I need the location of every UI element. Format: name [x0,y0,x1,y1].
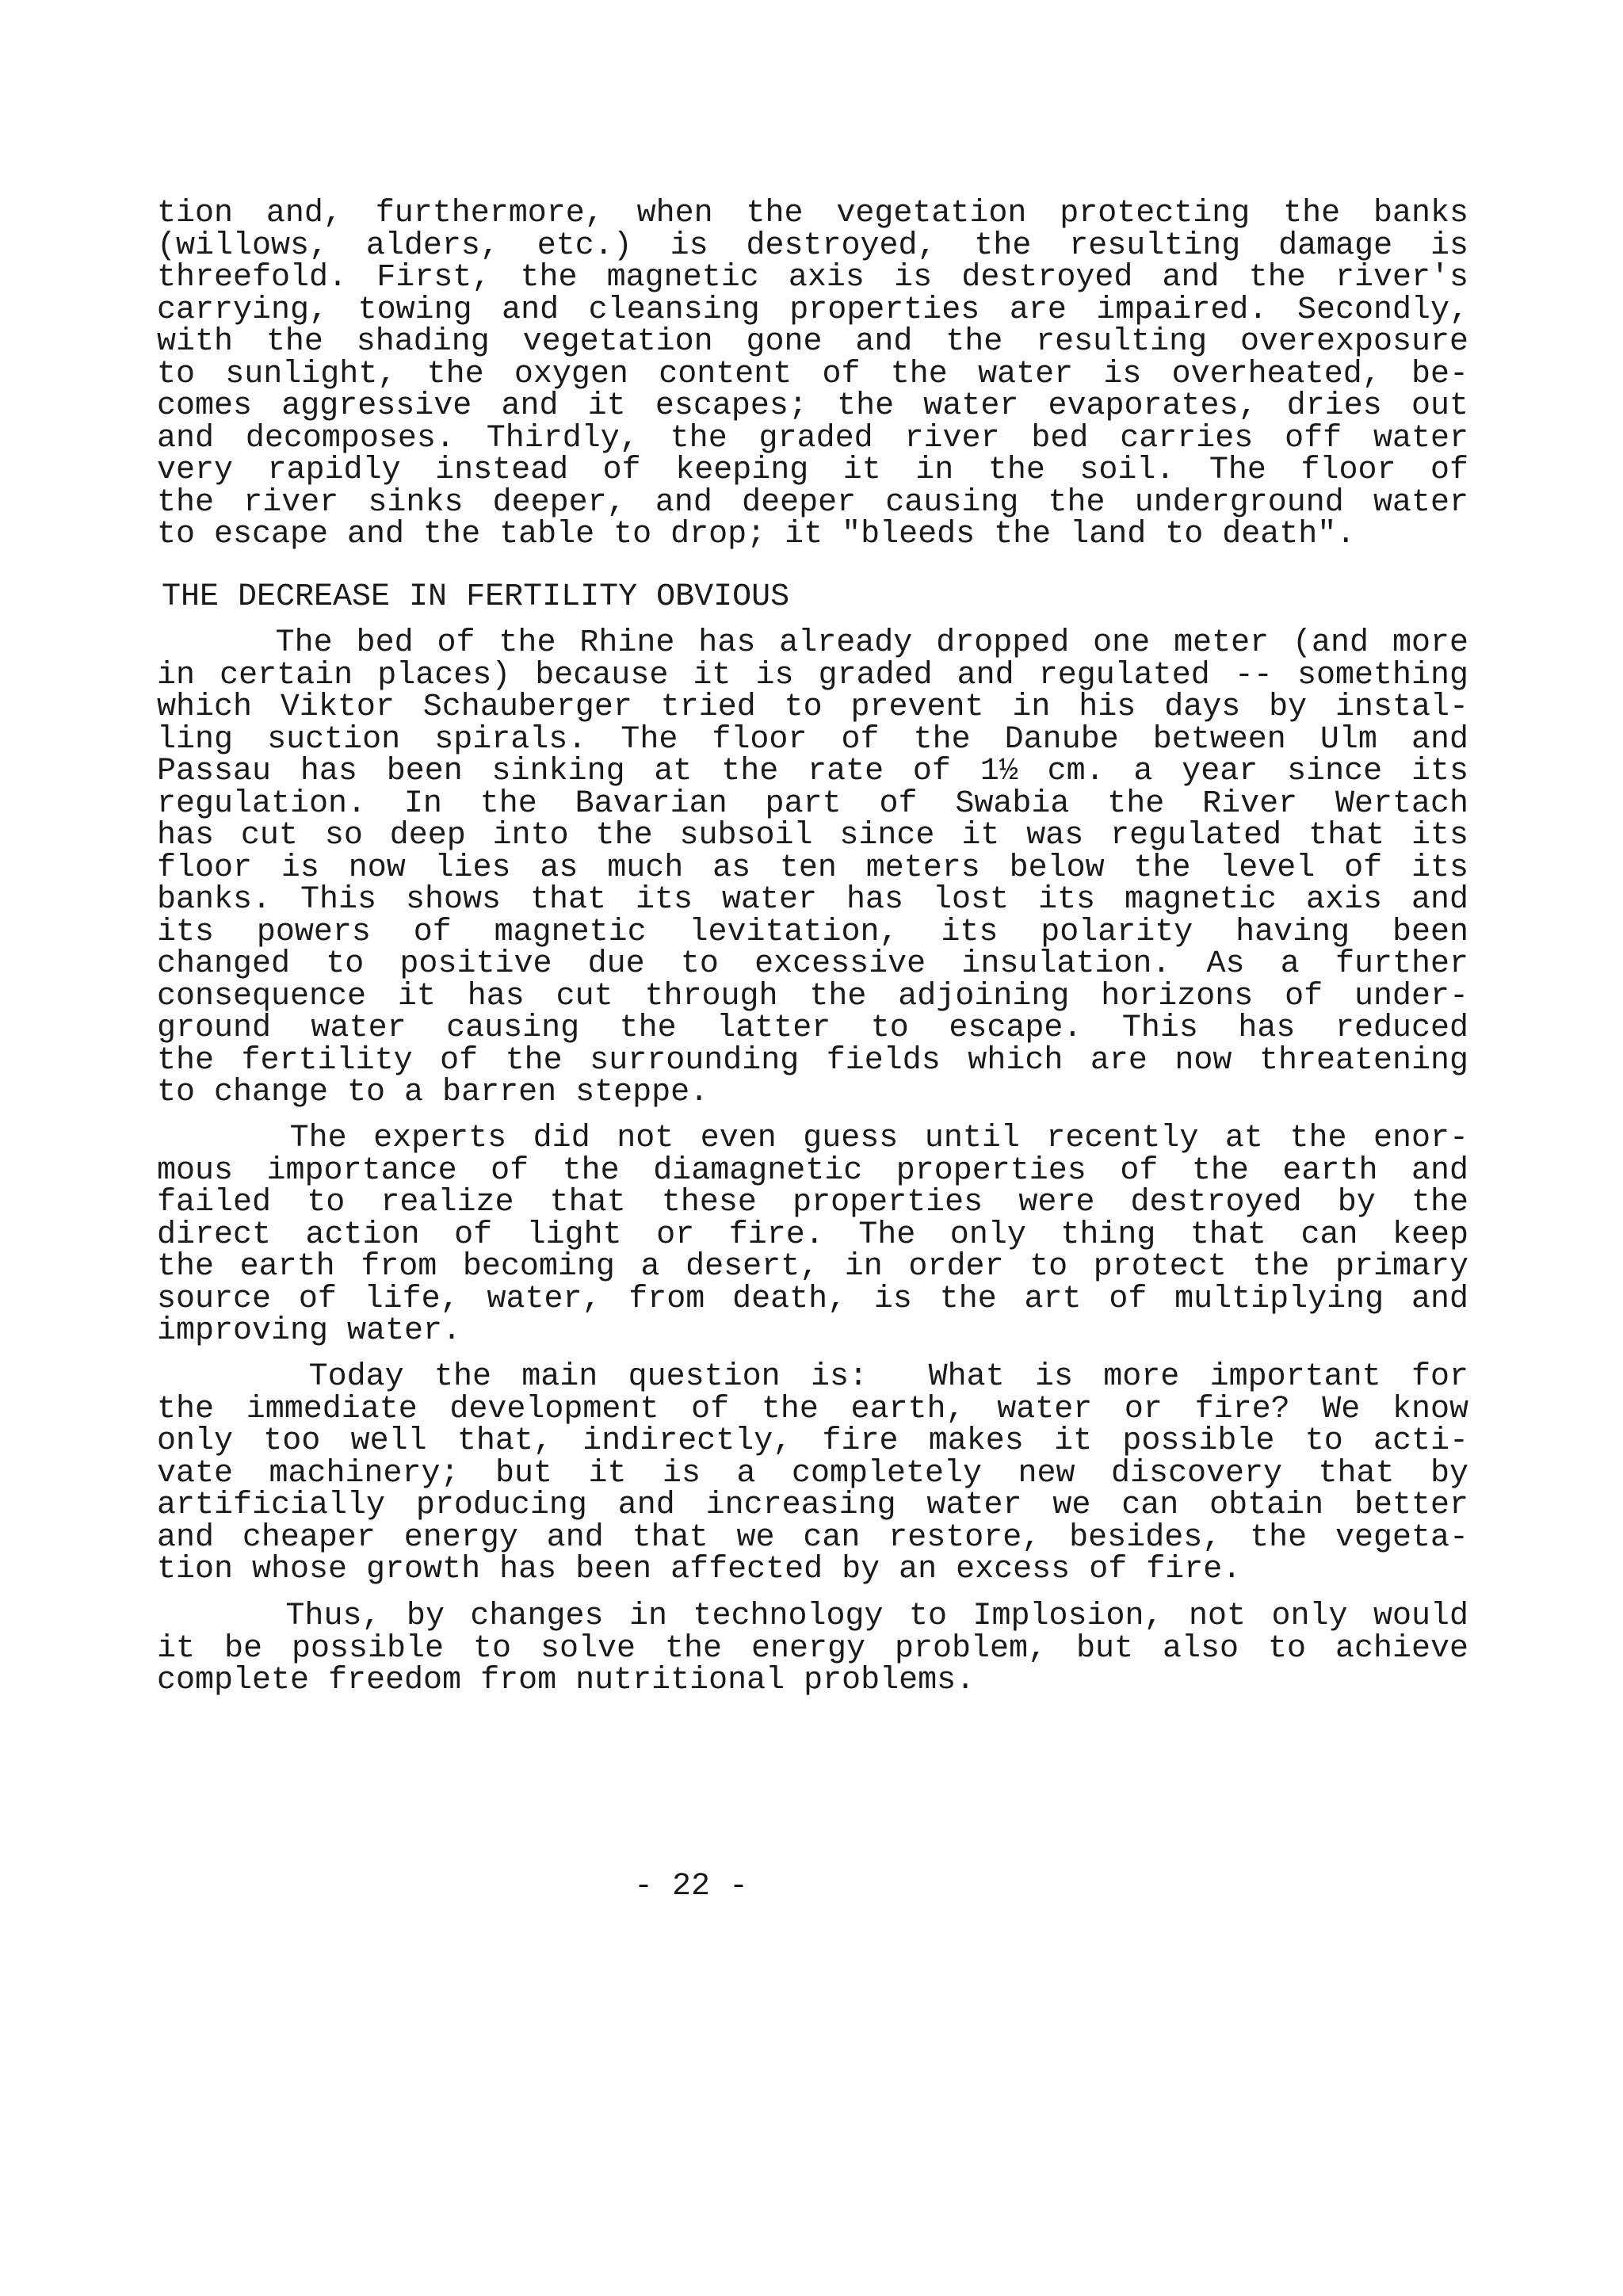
text-line: the earth from becoming a desert, in order to protect the primary [157,1249,1468,1285]
text-line: improving water. [157,1313,462,1349]
page-number: - 22 - [633,1869,749,1904]
text-line: artificially producing and increasing water we can obtain better [157,1488,1468,1523]
paragraph-2 [157,625,1468,1110]
text-line: Passau has been sinking at the rate of 1½ cm. a year since its [157,754,1468,789]
text-line: ground water causing the latter to escape. This has reduced [157,1010,1468,1046]
text-line: tion and, furthermore, when the vegetation protecting the banks [157,196,1468,231]
text-line: the immediate development of the earth, water or fire? We know [157,1391,1468,1427]
paragraph-3 [157,1123,1468,1348]
paragraph-1 [157,198,1468,552]
text-line: The bed of the Rhine has already dropped one meter (and more [157,625,1468,661]
text-line: to sunlight, the oxygen content of the water is overheated, be- [157,356,1468,392]
text-line: and cheaper energy and that we can restore, besides, the vegeta- [157,1519,1468,1556]
text-line: Today the main question is: What is more important for [157,1359,1468,1395]
text-line: it be possible to solve the energy problem, but also to achieve [157,1630,1468,1667]
text-line: its powers of magnetic levitation, its polarity having been [157,914,1468,950]
text-line: which Viktor Schauberger tried to prevent in his days by instal- [157,690,1468,725]
paragraph-5 [157,1601,1468,1698]
text-line: direct action of light or fire. The only thing that can keep [157,1217,1468,1253]
text-line: in certain places) because it is graded and regulated -- something [157,657,1468,693]
text-line: carrying, towing and cleansing properties are impaired. Secondly, [157,292,1468,328]
paragraph-4 [157,1359,1468,1587]
text-line: banks. This shows that its water has lost its magnetic axis and [157,882,1468,918]
text-line: Thus, by changes in technology to Implosion, not only would [157,1599,1468,1634]
text-line: complete freedom from nutritional problems. [157,1663,976,1698]
text-line: tion whose growth has been affected by an excess of fire. [157,1552,1242,1587]
text-line: threefold. First, the magnetic axis is destroyed and the river's [157,260,1468,296]
text-line: changed to positive due to excessive insulation. As a further [157,946,1468,982]
text-line: (willows, alders, etc.) is destroyed, the resulting damage is [157,227,1468,264]
text-line: very rapidly instead of keeping it in the soil. The floor of [157,453,1468,488]
text-line: consequence it has cut through the adjoining horizons of under- [157,978,1468,1014]
text-line: mous importance of the diamagnetic properties of the earth and [157,1152,1468,1189]
text-line: floor is now lies as much as ten meters below the level of its [157,850,1468,886]
text-line: comes aggressive and it escapes; the water evaporates, dries out [157,388,1468,424]
text-line: The experts did not even guess until recently at the enor- [157,1121,1468,1156]
text-line: with the shading vegetation gone and the resulting overexposure [157,324,1468,360]
text-line: the fertility of the surrounding fields which are now threatening [157,1042,1468,1079]
text-line: ling suction spirals. The floor of the Danube between Ulm and [157,721,1468,758]
text-line: to escape and the table to drop; it "bleeds the land to death". [157,517,1356,552]
text-line: has cut so deep into the subsoil since it was regulated that its [157,818,1468,854]
text-line: vate machinery; but it is a completely new discovery that by [157,1455,1468,1492]
text-line: regulation. In the Bavarian part of Swabia the River Wertach [157,785,1468,822]
text-line: to change to a barren steppe. [157,1075,709,1110]
text-line: and decomposes. Thirdly, the graded river bed carries off water [157,420,1468,457]
text-line: failed to realize that these properties were destroyed by the [157,1185,1468,1221]
text-line: source of life, water, from death, is the art of multiplying and [157,1281,1468,1317]
section-heading: THE DECREASE IN FERTILITY OBVIOUS [162,579,790,615]
text-line: the river sinks deeper, and deeper causing the underground water [157,484,1468,521]
text-line: only too well that, indirectly, fire makes it possible to acti- [157,1423,1468,1459]
